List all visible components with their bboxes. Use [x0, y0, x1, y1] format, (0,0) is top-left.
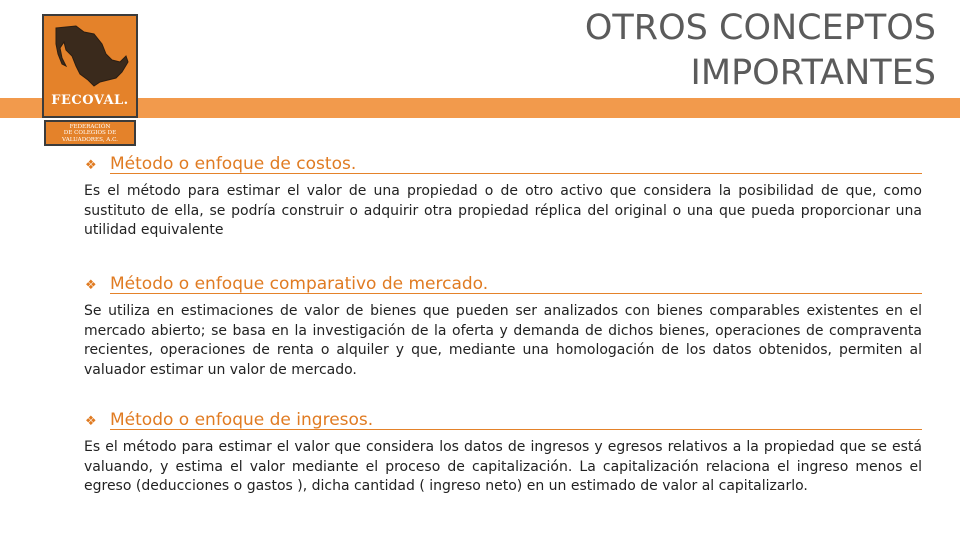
mexico-map-icon	[50, 22, 130, 90]
logo-emblem	[42, 14, 138, 118]
fecoval-logo	[42, 14, 138, 144]
section-ingresos	[84, 410, 922, 497]
diamond-bullet-icon: ❖	[85, 414, 97, 429]
header-band	[0, 98, 960, 118]
section-heading-text: Método o enfoque de costos.	[110, 154, 357, 174]
section-heading	[85, 410, 922, 430]
section-comparativo	[84, 274, 922, 380]
logo-subtitle: FEDERACIÓN DE COLEGIOS DE VALUADORES, A.C.	[44, 120, 136, 146]
section-body: Es el método para estimar el valor de una propiedad o de otro activo que considera la posibilidad de que, como sustituto de ella, se podría construir o adquirir otra propiedad réplica del original o una que pueda proporcionar una utilidad equivalente	[84, 183, 922, 238]
diamond-bullet-icon: ❖	[85, 278, 97, 293]
section-heading	[85, 274, 922, 294]
section-body: Se utiliza en estimaciones de valor de bienes que pueden ser analizados con bienes comparables existentes en el mercado abierto; se basa en la investigación de la oferta y demanda de dichos bienes, operaciones de compraventa recientes, operaciones de renta o alquiler y que, mediante una homologación de los datos obtenidos, permiten al valuador estimar un valor de mercado.	[84, 303, 922, 378]
page-title: OTROS CONCEPTOS IMPORTANTES	[585, 6, 936, 96]
section-heading-text: Método o enfoque de ingresos.	[110, 410, 374, 430]
diamond-bullet-icon: ❖	[85, 158, 97, 173]
section-heading-text: Método o enfoque comparativo de mercado.	[110, 274, 489, 294]
section-body: Es el método para estimar el valor que considera los datos de ingresos y egresos relativos a la propiedad que se está valuando, y estima el valor mediante el proceso de capitalización. La capitalización relaciona el ingreso menos el egreso (deducciones o gastos ), dicha cantidad ( ingreso neto) en un estimado de valor al capitalizarlo.	[84, 439, 922, 494]
section-costos	[84, 154, 922, 241]
logo-name: FECOVAL.	[51, 93, 129, 108]
section-heading	[85, 154, 922, 174]
